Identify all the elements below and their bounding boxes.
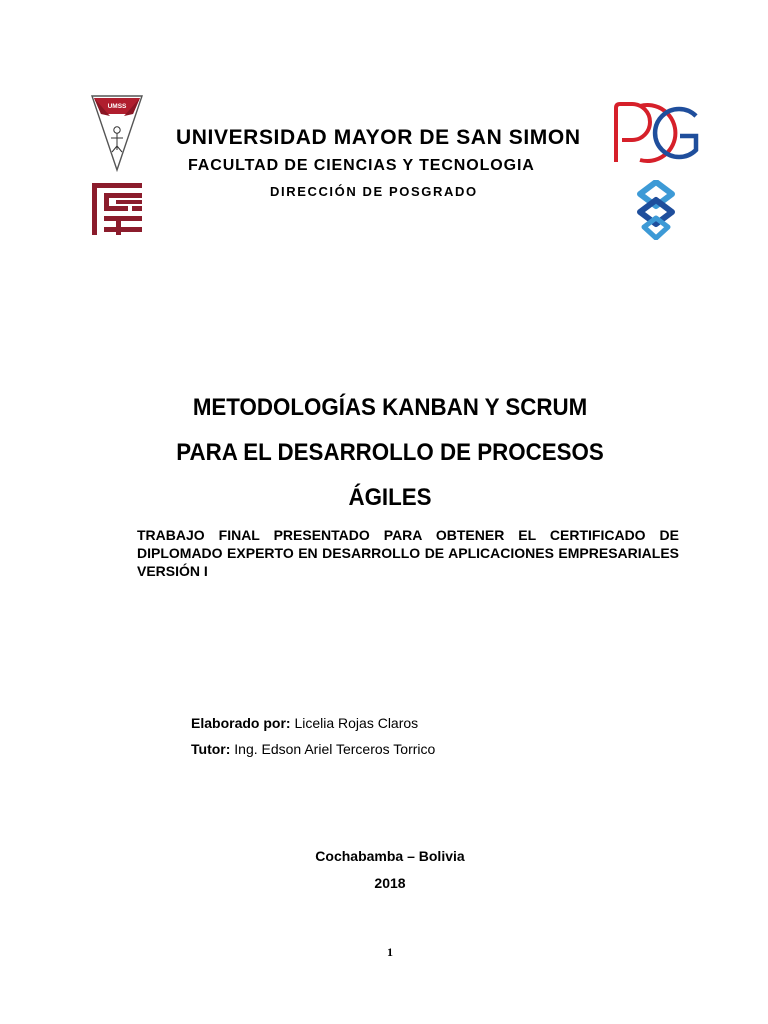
tutor-label: Tutor: [191,741,231,757]
author-name: Licelia Rojas Claros [294,715,419,731]
pdg-logo-icon [610,100,702,166]
faculty-name: FACULTAD DE CIENCIAS Y TECNOLOGIA [188,157,535,174]
document-title-line-1: METODOLOGÍAS KANBAN Y SCRUM [192,394,588,421]
chain-link-logo-icon [636,180,676,240]
umss-label: UMSS [107,103,127,110]
author-label: Elaborado por: [191,715,291,731]
document-title-line-3: ÁGILES [348,484,432,511]
author-line [191,715,418,731]
umss-shield-icon [90,94,144,172]
document-subtitle: TRABAJO FINAL PRESENTADO PARA OBTENER EL CERTIFICADO DE DIPLOMADO EXPERTO EN DESARROLLO DE APLICACIONES EMPRESARIALES VERSIÓN I [137,527,679,579]
university-name: UNIVERSIDAD MAYOR DE SAN SIMON [176,126,581,149]
fcyt-maze-logo-icon [92,183,142,235]
tutor-line [191,741,435,757]
year: 2018 [374,875,406,891]
tutor-name: Ing. Edson Ariel Terceros Torrico [234,741,436,757]
department-name: DIRECCIÓN DE POSGRADO [270,184,478,199]
page-number: 1 [387,945,393,959]
document-title-line-2: PARA EL DESARROLLO DE PROCESOS [176,439,604,466]
place: Cochabamba – Bolivia [315,848,465,864]
